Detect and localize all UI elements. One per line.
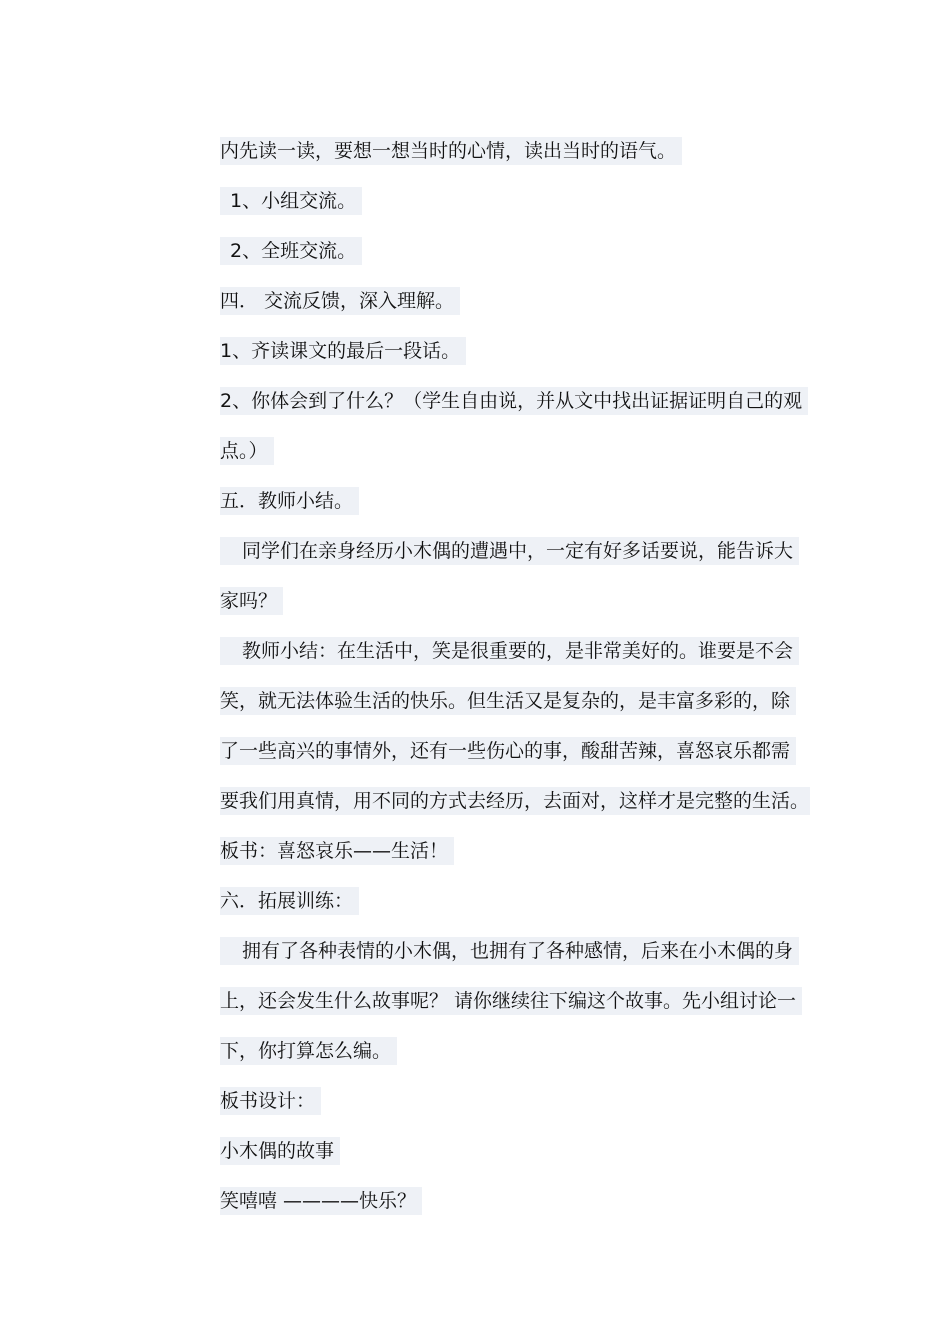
- text-line-content: 小木偶的故事: [220, 1137, 340, 1165]
- section-heading: [220, 876, 810, 926]
- text-line: [220, 926, 810, 976]
- text-line: [220, 226, 810, 276]
- text-line-content: 笑，就无法体验生活的快乐。但生活又是复杂的，是丰富多彩的，除: [220, 687, 796, 715]
- text-line: [220, 1026, 810, 1076]
- text-line-content: 内先读一读，要想一想当时的心情，读出当时的语气。: [220, 137, 682, 165]
- text-line-content: 板书设计：: [220, 1087, 321, 1115]
- text-line-content: 板书：喜怒哀乐——生活！: [220, 837, 454, 865]
- text-line-content: 上，还会发生什么故事呢？ 请你继续往下编这个故事。先小组讨论一: [220, 987, 802, 1015]
- text-line-content: 五．教师小结。: [220, 487, 359, 515]
- text-line: [220, 1076, 810, 1126]
- text-line: [220, 976, 810, 1026]
- text-line: [220, 176, 810, 226]
- text-line: [220, 626, 810, 676]
- text-line-content: 要我们用真情，用不同的方式去经历，去面对，这样才是完整的生活。: [220, 787, 810, 815]
- text-line-content: 四． 交流反馈，深入理解。: [220, 287, 460, 315]
- text-line: [220, 376, 810, 426]
- document-page: [220, 126, 810, 1226]
- section-heading: [220, 276, 810, 326]
- text-line-content: 1、齐读课文的最后一段话。: [220, 337, 466, 365]
- text-line-content: 1、小组交流。: [220, 187, 362, 215]
- text-line: [220, 1176, 810, 1226]
- text-line: [220, 326, 810, 376]
- text-line-content: 下，你打算怎么编。: [220, 1037, 397, 1065]
- text-line: [220, 676, 810, 726]
- text-line-content: 教师小结：在生活中，笑是很重要的，是非常美好的。谁要是不会: [220, 637, 799, 665]
- text-line: [220, 826, 810, 876]
- text-line-content: 家吗？: [220, 587, 283, 615]
- text-line: [220, 576, 810, 626]
- section-heading: [220, 476, 810, 526]
- text-line: [220, 126, 810, 176]
- text-line-content: 笑嘻嘻 ————快乐？: [220, 1187, 422, 1215]
- text-line: [220, 526, 810, 576]
- text-line-content: 六．拓展训练：: [220, 887, 359, 915]
- text-line-content: 了一些高兴的事情外，还有一些伤心的事，酸甜苦辣，喜怒哀乐都需: [220, 737, 796, 765]
- text-line-content: 拥有了各种表情的小木偶，也拥有了各种感情，后来在小木偶的身: [220, 937, 799, 965]
- text-line-content: 2、全班交流。: [220, 237, 362, 265]
- text-line: [220, 1126, 810, 1176]
- text-line-content: 点。）: [220, 437, 274, 465]
- text-line-content: 同学们在亲身经历小木偶的遭遇中，一定有好多话要说，能告诉大: [220, 537, 799, 565]
- text-line: [220, 426, 810, 476]
- text-line: [220, 726, 810, 776]
- text-line-content: 2、你体会到了什么？（学生自由说，并从文中找出证据证明自己的观: [220, 387, 808, 415]
- text-line: [220, 776, 810, 826]
